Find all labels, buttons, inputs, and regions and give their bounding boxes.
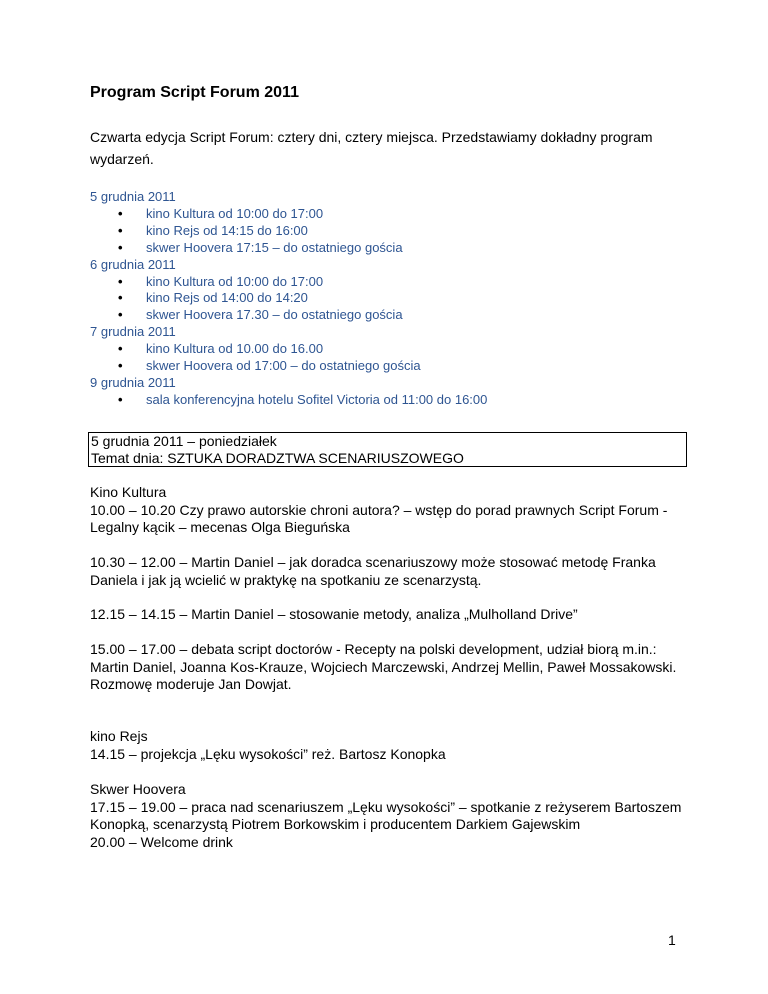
event-entry: 10.00 – 10.20 Czy prawo autorskie chroni autora? – wstęp do porad prawnych Script Forum - Legalny kącik – mecenas Olga Bieguńska: [90, 501, 668, 535]
bullet-icon: •: [118, 341, 123, 357]
bullet-icon: •: [118, 307, 123, 323]
venue-section-skwer: [90, 781, 690, 834]
list-item: • kino Kultura od 10:00 do 17:00: [118, 273, 324, 289]
page-title: Program Script Forum 2011: [90, 84, 299, 101]
venue-heading: Kino Kultura: [90, 484, 167, 500]
schedule-items: [90, 341, 690, 375]
event-entry: 12.15 – 14.15 – Martin Daniel – stosowanie metody, analiza „Mulholland Drive”: [90, 606, 578, 622]
schedule-items: [90, 392, 690, 409]
day-header-theme: Temat dnia: SZTUKA DORADZTWA SCENARIUSZOWEGO: [91, 450, 464, 466]
intro-paragraph: Czwarta edycja Script Forum: cztery dni, cztery miejsca. Przedstawiamy dokładny program wydarzeń.: [90, 129, 653, 167]
list-item: • kino Rejs od 14:00 do 14:20: [118, 290, 308, 306]
schedule-date: 5 grudnia 2011: [90, 189, 176, 204]
schedule-items: [90, 206, 690, 257]
bullet-icon: •: [118, 391, 123, 407]
event-entry: 10.30 – 12.00 – Martin Daniel – jak doradca scenariuszowy może stosować metodę Franka Daniela i jak ją wcielić w praktykę na spotkaniu ze scenarzystą.: [90, 554, 656, 588]
event-entry: 14.15 – projekcja „Lęku wysokości” reż. Bartosz Konopka: [90, 745, 446, 762]
day-header-date: 5 grudnia 2011 – poniedziałek: [91, 433, 277, 449]
event-entry: 15.00 – 17.00 – debata script doctorów - Recepty na polski development, udział biorą m.in.: Martin Daniel, Joanna Kos-Krauze, Wojciech Marczewski, Andrzej Mellin, Paweł Mossakowski. Rozmowę moderuje Jan Dowjat.: [90, 641, 677, 692]
day-header-box: [88, 432, 687, 467]
page-number: 1: [668, 932, 676, 948]
bullet-icon: •: [118, 273, 123, 289]
venue-heading: kino Rejs: [90, 728, 148, 744]
schedule-list: [90, 189, 690, 409]
list-item: • skwer Hoovera 17.30 – do ostatniego gościa: [118, 307, 403, 323]
list-item: • kino Kultura od 10.00 do 16.00: [118, 341, 324, 357]
bullet-icon: •: [118, 358, 123, 374]
schedule-date: 6 grudnia 2011: [90, 256, 176, 272]
bullet-icon: •: [118, 222, 123, 238]
list-item: • sala konferencyjna hotelu Sofitel Victoria od 11:00 do 16:00: [118, 391, 488, 407]
schedule-date: 9 grudnia 2011: [90, 374, 176, 390]
bullet-icon: •: [118, 290, 123, 306]
list-item: • kino Kultura od 10:00 do 17:00: [118, 205, 324, 221]
bullet-icon: •: [118, 239, 123, 255]
venue-heading: Skwer Hoovera: [90, 781, 186, 797]
event-entry: 17.15 – 19.00 – praca nad scenariuszem „Lęku wysokości” – spotkanie z reżyserem Bartoszem Konopką, scenarzystą Piotrem Borkowskim i producentem Darkiem Gajewskim: [90, 798, 682, 832]
venue-section-kultura: [90, 484, 690, 537]
list-item: • skwer Hoovera od 17:00 – do ostatniego gościa: [118, 358, 421, 374]
event-entry: 20.00 – Welcome drink: [90, 834, 233, 850]
list-item: • skwer Hoovera 17:15 – do ostatniego gościa: [118, 239, 403, 255]
venue-section-rejs: [90, 728, 690, 763]
schedule-items: [90, 274, 690, 325]
schedule-date: 7 grudnia 2011: [90, 324, 176, 340]
list-item: • kino Rejs od 14:15 do 16:00: [118, 222, 308, 238]
bullet-icon: •: [118, 205, 123, 221]
